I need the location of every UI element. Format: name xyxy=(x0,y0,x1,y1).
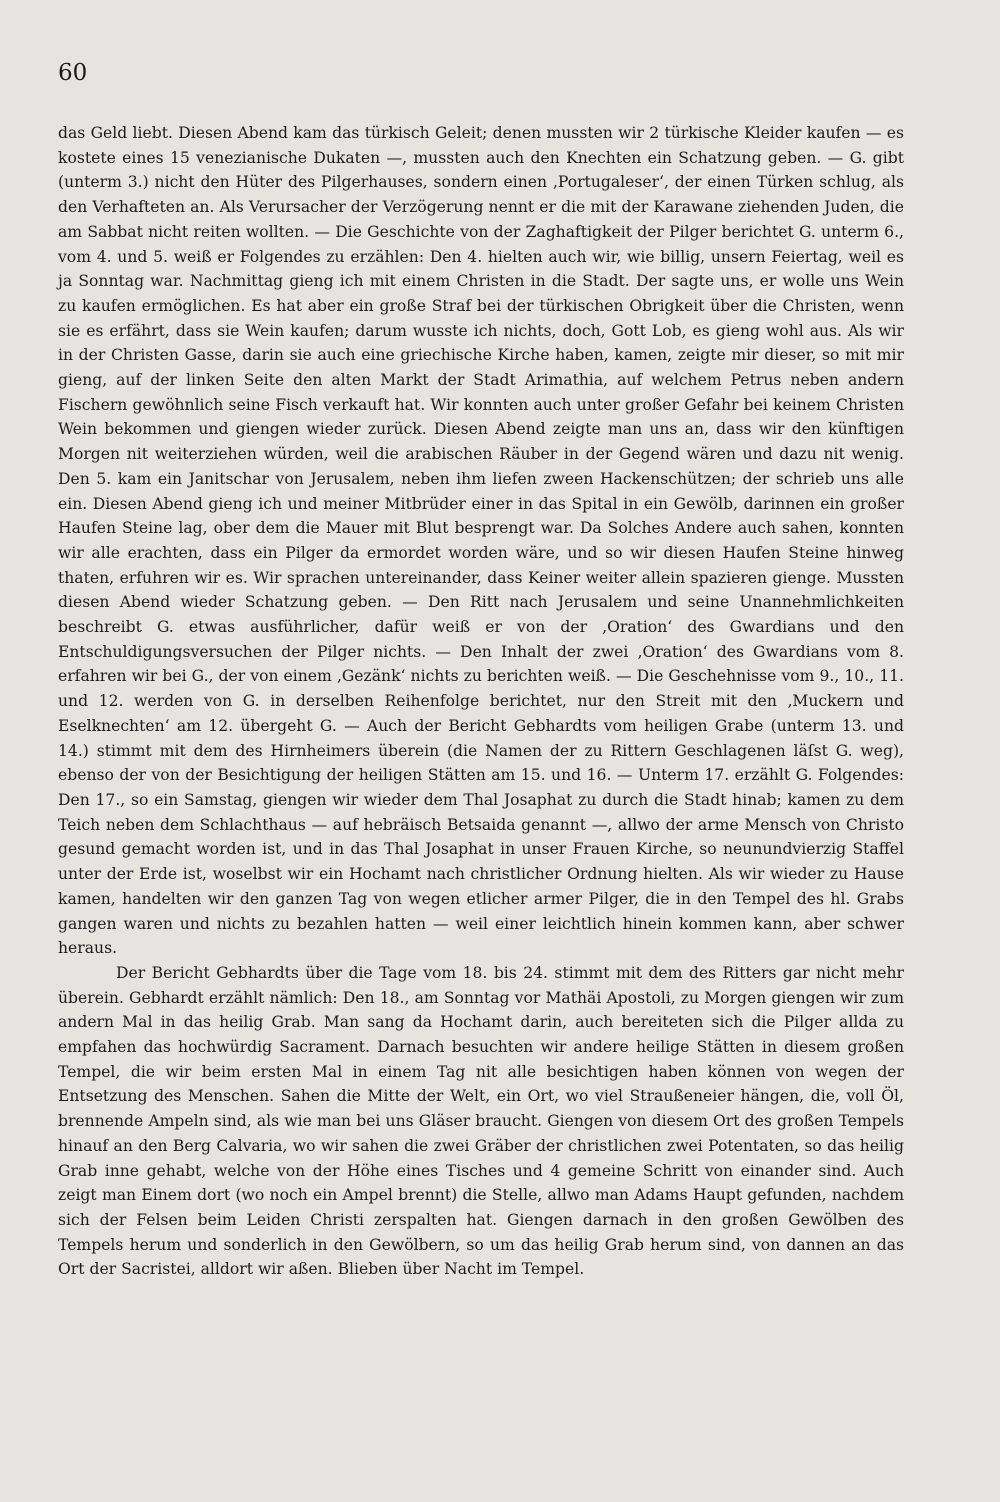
body-paragraph-1: das Geld liebt. Diesen Abend kam das türkisch Geleit; denen mussten wir 2 türkische Kleider kaufen — es kostete eines 15 venezianische Dukaten —, mussten auch den Knechten ein Schatzung geben. — G. gibt (unterm 3.) nicht den Hüter des Pilgerhauses, sondern einen ‚Portugaleser‘, der einen Türken schlug, als den Verhafteten an. Als Verursacher der Verzögerung nennt er die mit der Karawane ziehenden Juden, die am Sabbat nicht reiten wollten. — Die Geschichte von der Zaghaftigkeit der Pilger berichtet G. unterm 6., vom 4. und 5. weiß er Folgendes zu erzählen: Den 4. hielten auch wir, wie billig, unsern Feiertag, weil es ja Sonntag war. Nachmittag gieng ich mit einem Christen in die Stadt. Der sagte uns, er wolle uns Wein zu kaufen ermöglichen. Es hat aber ein große Straf bei der türkischen Obrigkeit über die Christen, wenn sie es erfährt, dass sie Wein kaufen; darum wusste ich nichts, doch, Gott Lob, es gieng wohl aus. Als wir in der Christen Gasse, darin sie auch eine griechische Kirche haben, kamen, zeigte mir dieser, so mit mir gieng, auf der linken Seite den alten Markt der Stadt Arimathia, auf welchem Petrus neben andern Fischern gewöhnlich seine Fisch verkauft hat. Wir konnten auch unter großer Gefahr bei keinem Christen Wein bekommen und giengen wieder zurück. Diesen Abend zeigte man uns an, dass wir den künftigen Morgen nit weiterziehen würden, weil die arabischen Räuber in der Gegend wären und dazu nit wenig. Den 5. kam ein Janitschar von Jerusalem, neben ihm liefen zween Hackenschützen; der schrieb uns alle ein. Diesen Abend gieng ich und meiner Mitbrüder einer in das Spital in ein Gewölb, darinnen ein großer Haufen Steine lag, ober dem die Mauer mit Blut besprengt war. Da Solches Andere auch sahen, konnten wir alle erachten, dass ein Pilger da ermordet worden wäre, und so wir diesen Haufen Steine hinweg thaten, erfuhren wir es. Wir sprachen untereinander, dass Keiner weiter allein spazieren gienge. Mussten diesen Abend wieder Schatzung geben. — Den Ritt nach Jerusalem und seine Unannehmlichkeiten beschreibt G. etwas ausführlicher, dafür weiß er von der ‚Oration‘ des Gwardians und den Entschuldigungsversuchen der Pilger nichts. — Den Inhalt der zwei ‚Oration‘ des Gwardians vom 8. erfahren wir bei G., der von einem ‚Gezänk‘ nichts zu berichten weiß. — Die Geschehnisse vom 9., 10., 11. und 12. werden von G. in derselben Reihenfolge berichtet, nur den Streit mit den ‚Muckern und Eselknechten‘ am 12. übergeht G. — Auch der Bericht Gebhardts vom heiligen Grabe (unterm 13. und 14.) stimmt mit dem des Hirnheimers überein (die Namen der zu Rittern Geschlagenen läſst G. weg), ebenso der von der Besichtigung der heiligen Stätten am 15. und 16. — Unterm 17. erzählt G. Folgendes: Den 17., so ein Samstag, giengen wir wieder dem Thal Josaphat zu durch die Stadt hinab; kamen zu dem Teich neben dem Schlachthaus — auf hebräisch Betsaida genannt —, allwo der arme Mensch von Christo gesund gemacht worden ist, und in das Thal Josaphat in unser Frauen Kirche, so neunundvierzig Staffel unter der Erde ist, woselbst wir ein Hochamt nach christlicher Ordnung hielten. Als wir wieder zu Hause kamen, handelten wir den ganzen Tag von wegen etlicher armer Pilger, die in den Tempel des hl. Grabs gangen waren und nichts zu bezahlen hatten — weil einer leichtlich hinein kommen kann, aber schwer heraus. xyxy=(58,124,904,958)
page-number: 60 xyxy=(58,60,88,86)
body-paragraph-2: Der Bericht Gebhardts über die Tage vom 18. bis 24. stimmt mit dem des Ritters gar nicht mehr überein. Gebhardt erzählt nämlich: Den 18., am Sonntag vor Mathäi Apostoli, zu Morgen giengen wir zum andern Mal in das heilig Grab. Man sang da Hochamt darin, auch bereiteten sich die Pilger allda zu empfahen das hochwürdig Sacrament. Darnach besuchten wir andere heilige Stätten in diesem großen Tempel, die wir beim ersten Mal in einem Tag nit alle besichtigen haben können von wegen der Entsetzung des Menschen. Sahen die Mitte der Welt, ein Ort, wo viel Straußeneier hängen, die, voll Öl, brennende Ampeln sind, als wie man bei uns Gläser braucht. Giengen von diesem Ort des großen Tempels hinauf an den Berg Calvaria, wo wir sahen die zwei Gräber der christlichen zwei Potentaten, so das heilig Grab inne gehabt, welche von der Höhe eines Tisches und 4 gemeine Schritt von einander sind. Auch zeigt man Einem dort (wo noch ein Ampel brennt) die Stelle, allwo man Adams Haupt gefunden, nachdem sich der Felsen beim Leiden Christi zerspalten hat. Giengen darnach in den großen Gewölben des Tempels herum und sonderlich in den Gewölbern, so um das heilig Grab herum sind, von dannen an das Ort der Sacristei, alldort wir aßen. Blieben über Nacht im Tempel. xyxy=(58,963,904,1279)
